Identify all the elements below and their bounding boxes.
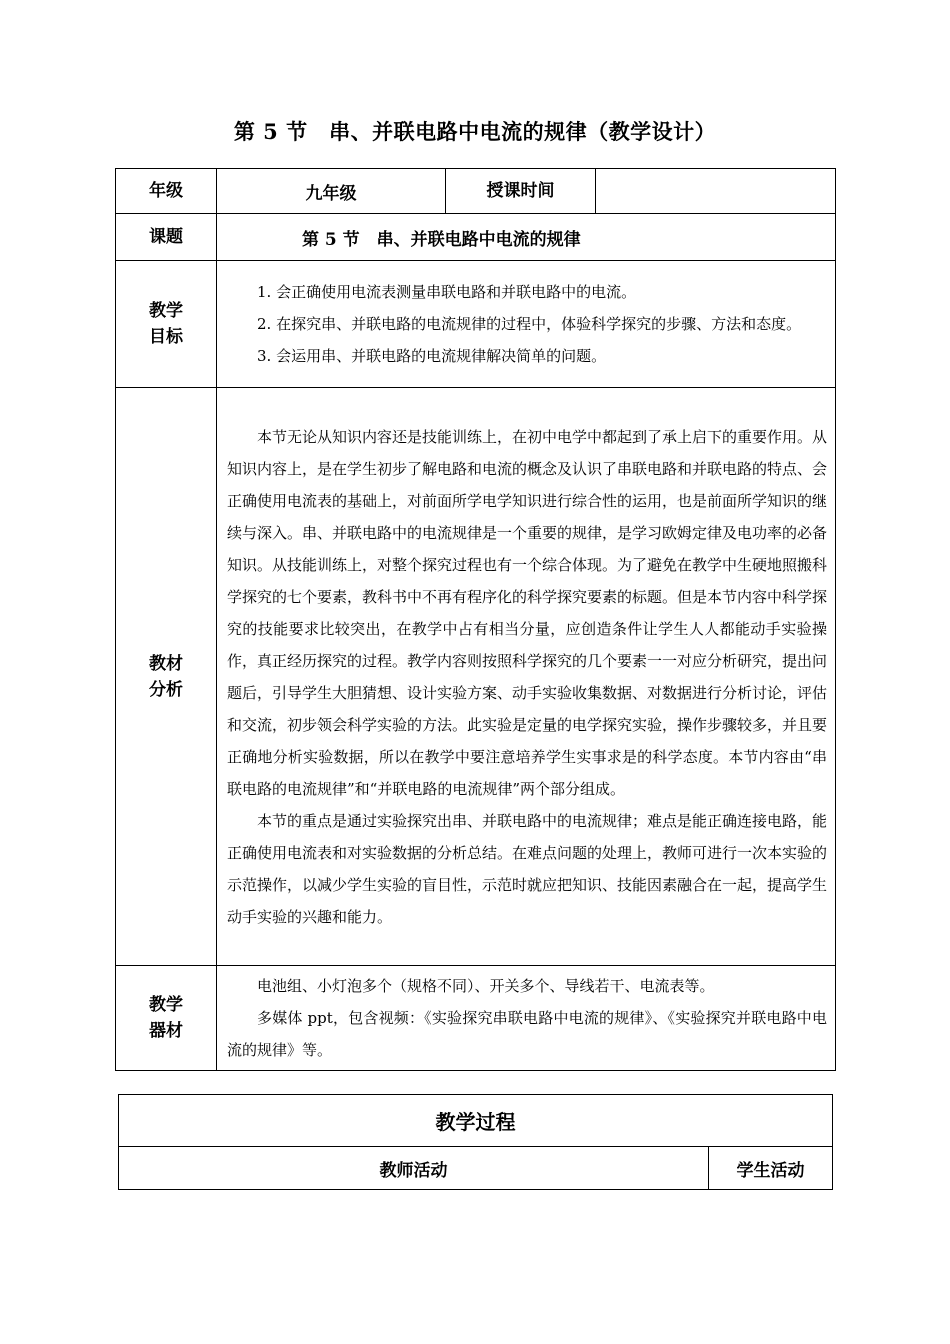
analysis-paragraph: 本节无论从知识内容还是技能训练上，在初中电学中都起到了承上启下的重要作用。从知识内容上，是在学生初步了解电路和电流的概念及认识了串联电路和并联电路的特点、会正确使用电流表的基础上，对前面所学电学知识进行综合性的运用，也是前面所学知识的继续与深入。串、并联电路中的电流规律是一个重要的规律，是学习欧姆定律及电功率的必备知识。从技能训练上，对整个探究过程也有一个综合体现。为了避免在教学中生硬地照搬科学探究的七个要素，教科书中不再有程序化的科学探究要素的标题。但是本节内容中科学探究的技能要求比较突出，在教学中占有相当分量，应创造条件让学生人人都能动手实验操作，真正经历探究的过程。教学内容则按照科学探究的几个要素一一对应分析研究，提出问题后，引导学生大胆猜想、设计实验方案、动手实验收集数据、对数据进行分析讨论，评估和交流，初步领会科学实验的方法。此实验是定量的电学探究实验，操作步骤较多，并且要正确地分析实验数据，所以在教学中要注意培养学生实事求是的科学态度。本节内容由“串联电路的电流规律”和“并联电路的电流规律”两个部分组成。 — [227, 427, 828, 798]
objectives-row — [116, 261, 836, 388]
grade-row — [116, 169, 836, 214]
materials-item: 电池组、小灯泡多个（规格不同）、开关多个、导线若干、电流表等。 — [257, 977, 715, 995]
grade-value: 九年级 — [217, 169, 446, 214]
teacher-activity-header: 教师活动 — [119, 1147, 709, 1190]
objective-item: 3. 会运用串、并联电路的电流规律解决简单的问题。 — [257, 347, 607, 365]
objectives-content — [217, 261, 836, 388]
materials-item: 多媒体 ppt，包含视频：《实验探究串联电路中电流的规律》、《实验探究并联电路中电流的规律》等。 — [227, 1009, 827, 1059]
materials-row — [116, 966, 836, 1071]
analysis-label-line-2: 分析 — [149, 679, 183, 700]
time-label: 授课时间 — [446, 169, 596, 214]
process-header-row — [119, 1147, 833, 1190]
grade-label: 年级 — [116, 169, 217, 214]
materials-label-line-2: 器材 — [149, 1021, 183, 1041]
process-title: 教学过程 — [119, 1095, 833, 1147]
analysis-label-line-1: 教材 — [149, 653, 183, 674]
process-title-row — [119, 1095, 833, 1147]
objectives-label-line-2: 目标 — [149, 327, 183, 347]
analysis-label — [116, 388, 217, 966]
student-activity-header: 学生活动 — [709, 1147, 833, 1190]
topic-row — [116, 214, 836, 261]
analysis-paragraph: 本节的重点是通过实验探究出串、并联电路中的电流规律；难点是能正确连接电路，能正确使用电流表和对实验数据的分析总结。在难点问题的处理上，教师可进行一次本实验的示范操作，以减少学生实验的盲目性，示范时就应把知识、技能因素融合在一起，提高学生动手实验的兴趣和能力。 — [227, 811, 828, 926]
document-title: 第 5 节 串、并联电路中电流的规律（教学设计） — [233, 119, 717, 144]
topic-value: 第 5 节 串、并联电路中电流的规律 — [217, 214, 836, 261]
objective-item: 1. 会正确使用电流表测量串联电路和并联电路中的电流。 — [257, 283, 637, 301]
analysis-content — [217, 388, 836, 966]
materials-label-line-1: 教学 — [149, 995, 183, 1015]
time-value — [596, 169, 836, 214]
teaching-process-table — [118, 1094, 833, 1190]
materials-content — [217, 966, 836, 1071]
topic-label: 课题 — [116, 214, 217, 261]
objectives-label — [116, 261, 217, 388]
objective-item: 2. 在探究串、并联电路的电流规律的过程中，体验科学探究的步骤、方法和态度。 — [257, 315, 802, 333]
analysis-row — [116, 388, 836, 966]
materials-label — [116, 966, 217, 1071]
lesson-info-table — [115, 168, 836, 1071]
objectives-label-line-1: 教学 — [149, 301, 183, 321]
